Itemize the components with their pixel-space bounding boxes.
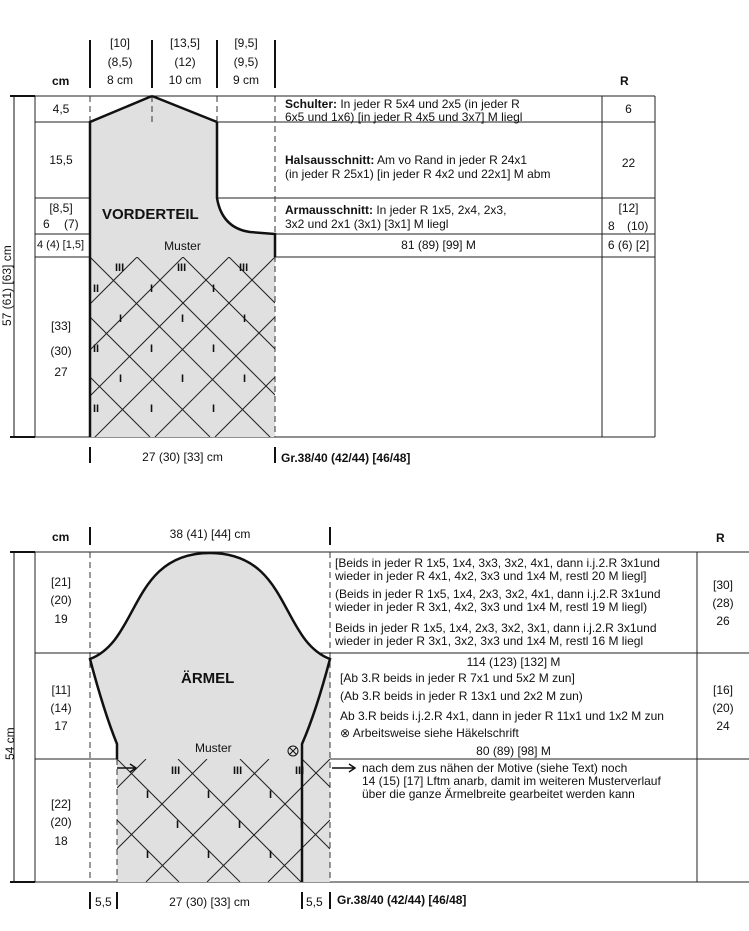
front-width-total: 27 (30) [33] cm (142, 450, 223, 464)
motif-numeral-2: II (93, 403, 100, 415)
motif-numeral-1: I (150, 343, 154, 355)
lower-instruction-line: 14 (15) [17] Lftm anarb, damit im weiteren Musterverlauf (362, 774, 661, 788)
sleeve-stitches-bottom: 80 (89) [98] M (476, 744, 551, 758)
motif-numeral-1: I (150, 283, 154, 295)
motif-numeral-1: I (146, 849, 150, 861)
height-arm-a: [8,5] (49, 201, 73, 215)
neck-instruction-line2: (in jeder R 25x1) [in jeder R 4x2 und 22x1] M abm (285, 167, 551, 181)
crochet-note: ⊗ Arbeitsweise siehe Häkelschrift (340, 726, 519, 740)
cap-instruction-line: Beids in jeder R 1x5, 1x4, 2x3, 3x2, 3x1, dann i.j.2.R 3x1und (335, 621, 657, 635)
sleeve-rows-mid-c: 24 (716, 719, 730, 733)
sleeve-total-height: 54 cm (3, 727, 17, 760)
motif-numeral-3: III (171, 765, 181, 777)
motif-numeral-1: I (181, 313, 185, 325)
height-arm-b: 6 (43, 217, 50, 231)
cap-instruction-line: wieder in jeder R 3x1, 4x2, 3x3 und 1x4 M, restl 19 M liegl) (335, 600, 648, 614)
rows-arm-a: [12] (618, 201, 639, 215)
height-pattern: 4 (4) [1,5] (37, 239, 85, 251)
motif-numeral-1: I (207, 849, 211, 861)
neck-instruction-line1: Halsausschnitt: Am vo Rand in jeder R 24x1 (285, 153, 528, 167)
height-body-a: [33] (50, 319, 71, 333)
front-unit-label: cm (52, 74, 70, 88)
rows-arm-b: 8 (608, 219, 615, 233)
front-rows-header: R (620, 74, 629, 88)
increase-instruction-line: (Ab 3.R beids in jeder R 13x1 und 2x2 M zun) (340, 689, 583, 703)
motif-numeral-1: I (207, 789, 211, 801)
motif-numeral-1: I (181, 373, 185, 385)
motif-numeral-1: I (176, 819, 180, 831)
cap-instruction-line: wieder in jeder R 4x1, 4x2, 3x3 und 1x4 M, restl 20 M liegl] (335, 569, 647, 583)
front-size-label: Gr.38/40 (42/44) [46/48] (281, 451, 411, 465)
sleeve-height-mid-b: (14) (50, 701, 72, 715)
front-stitch-count: 81 (89) [99] M (401, 238, 476, 252)
motif-numeral-1: I (243, 313, 247, 325)
motif-numeral-1: I (146, 789, 150, 801)
sleeve-height-cap-b: (20) (50, 593, 72, 607)
front-pattern-label: Muster (164, 239, 201, 253)
shoulder-instruction-line2: 6x5 und 1x6) [in jeder R 4x5 und 3x7] M liegl (285, 110, 523, 124)
motif-numeral-1: I (212, 283, 216, 295)
rows-shoulder: 6 (625, 102, 632, 116)
crochet-symbol-icon: ⊗ (340, 726, 353, 740)
sleeve-width-total: 27 (30) [33] cm (169, 895, 250, 909)
motif-numeral-1: I (212, 403, 216, 415)
lower-instruction-line: über die ganze Ärmelbreite gearbeitet werden kann (362, 787, 635, 801)
motif-numeral-3: III (177, 262, 187, 274)
motif-numeral-3: III (239, 262, 249, 274)
sleeve-height-low-b: (20) (50, 815, 72, 829)
width-label-3a: [9,5] (234, 36, 258, 50)
sleeve-rows-cap-c: 26 (716, 614, 730, 628)
width-label-3c: 9 cm (232, 73, 259, 87)
motif-numeral-1: I (269, 789, 273, 801)
sleeve-height-cap-c: 19 (54, 612, 68, 626)
front-total-height: 57 (61) [63] cm (0, 245, 14, 326)
motif-numeral-1: I (243, 373, 247, 385)
arm-instruction-line2: 3x2 und 2x1 (3x1) [3x1] M liegl (285, 217, 449, 231)
sleeve-height-mid-c: 17 (54, 719, 68, 733)
motif-numeral-1: I (269, 849, 273, 861)
cap-instruction-line: wieder in jeder R 3x1, 3x2, 3x3 und 1x4 M, restl 16 M liegl (335, 634, 644, 648)
motif-numeral-1: I (212, 343, 216, 355)
lower-instruction-line: nach dem zus nähen der Motive (siehe Text) noch (362, 761, 628, 775)
motif-numeral-1: I (238, 819, 242, 831)
height-body-b: (30) (50, 344, 72, 358)
cap-instruction-line: [Beids in jeder R 1x5, 1x4, 3x3, 3x2, 4x1, dann i.j.2.R 3x1und (335, 556, 660, 570)
sleeve-pattern-label: Muster (195, 741, 232, 755)
motif-numeral-1: I (150, 403, 154, 415)
sleeve-size-label: Gr.38/40 (42/44) [46/48] (337, 893, 467, 907)
height-arm-c: (7) (64, 217, 79, 231)
sleeve-shape (90, 553, 330, 882)
increase-instruction-line: [Ab 3.R beids in jeder R 7x1 und 5x2 M zun] (340, 671, 575, 685)
width-label-2c: 10 cm (168, 73, 202, 87)
sleeve-stitches-top: 114 (123) [132] M (466, 655, 561, 669)
motif-numeral-3: III (295, 765, 305, 777)
sleeve-height-mid-a: [11] (51, 683, 71, 697)
sleeve-height-cap-a: [21] (50, 575, 71, 589)
rows-arm-c: (10) (627, 219, 649, 233)
width-label-1a: [10] (109, 36, 130, 50)
shoulder-instruction-line1: Schulter: In jeder R 5x4 und 2x5 (in jeder R (285, 97, 520, 111)
sleeve-height-marker (10, 552, 35, 882)
sleeve-top-width: 38 (41) [44] cm (169, 527, 251, 541)
front-piece-title: VORDERTEIL (102, 206, 199, 223)
motif-numeral-1: I (119, 373, 123, 385)
width-label-1c: 8 cm (106, 73, 133, 87)
motif-numeral-3: III (233, 765, 243, 777)
increase-instruction-line: Ab 3.R beids i.j.2.R 4x1, dann in jeder R 11x1 und 1x2 M zun (340, 709, 664, 723)
motif-numeral-1: I (119, 313, 123, 325)
height-body-c: 27 (54, 365, 68, 379)
rows-pattern: 6 (6) [2] (607, 238, 650, 252)
sleeve-rows-mid-a: [16] (712, 683, 733, 697)
sleeve-rows-cap-a: [30] (712, 578, 733, 592)
height-shoulder: 4,5 (52, 102, 70, 116)
motif-numeral-1: I (300, 819, 304, 831)
motif-numeral-2: II (93, 283, 100, 295)
rows-neck: 22 (621, 156, 636, 170)
cap-instruction-line: (Beids in jeder R 1x5, 1x4, 2x3, 3x2, 4x1, dann i.j.2.R 3x1und (335, 587, 661, 601)
width-label-2a: [13,5] (169, 36, 201, 50)
width-label-3b: (9,5) (233, 55, 259, 69)
width-label-1b: (8,5) (107, 55, 133, 69)
width-label-2b: (12) (174, 55, 196, 69)
motif-numeral-2: II (93, 343, 100, 355)
motif-numeral-3: III (115, 262, 125, 274)
sleeve-rows-header: R (716, 531, 725, 545)
sleeve-edge-left: 5,5 (95, 895, 112, 909)
sleeve-piece-title: ÄRMEL (181, 670, 235, 687)
sleeve-unit-label: cm (52, 530, 70, 544)
sleeve-edge-right: 5,5 (306, 895, 323, 909)
sleeve-height-low-c: 18 (54, 834, 68, 848)
sleeve-rows-cap-b: (28) (712, 596, 734, 610)
arm-instruction-line1: Armausschnitt: In jeder R 1x5, 2x4, 2x3, (285, 203, 507, 217)
sleeve-rows-mid-b: (20) (712, 701, 734, 715)
sleeve-height-low-a: [22] (50, 797, 71, 811)
height-neck: 15,5 (49, 153, 73, 167)
